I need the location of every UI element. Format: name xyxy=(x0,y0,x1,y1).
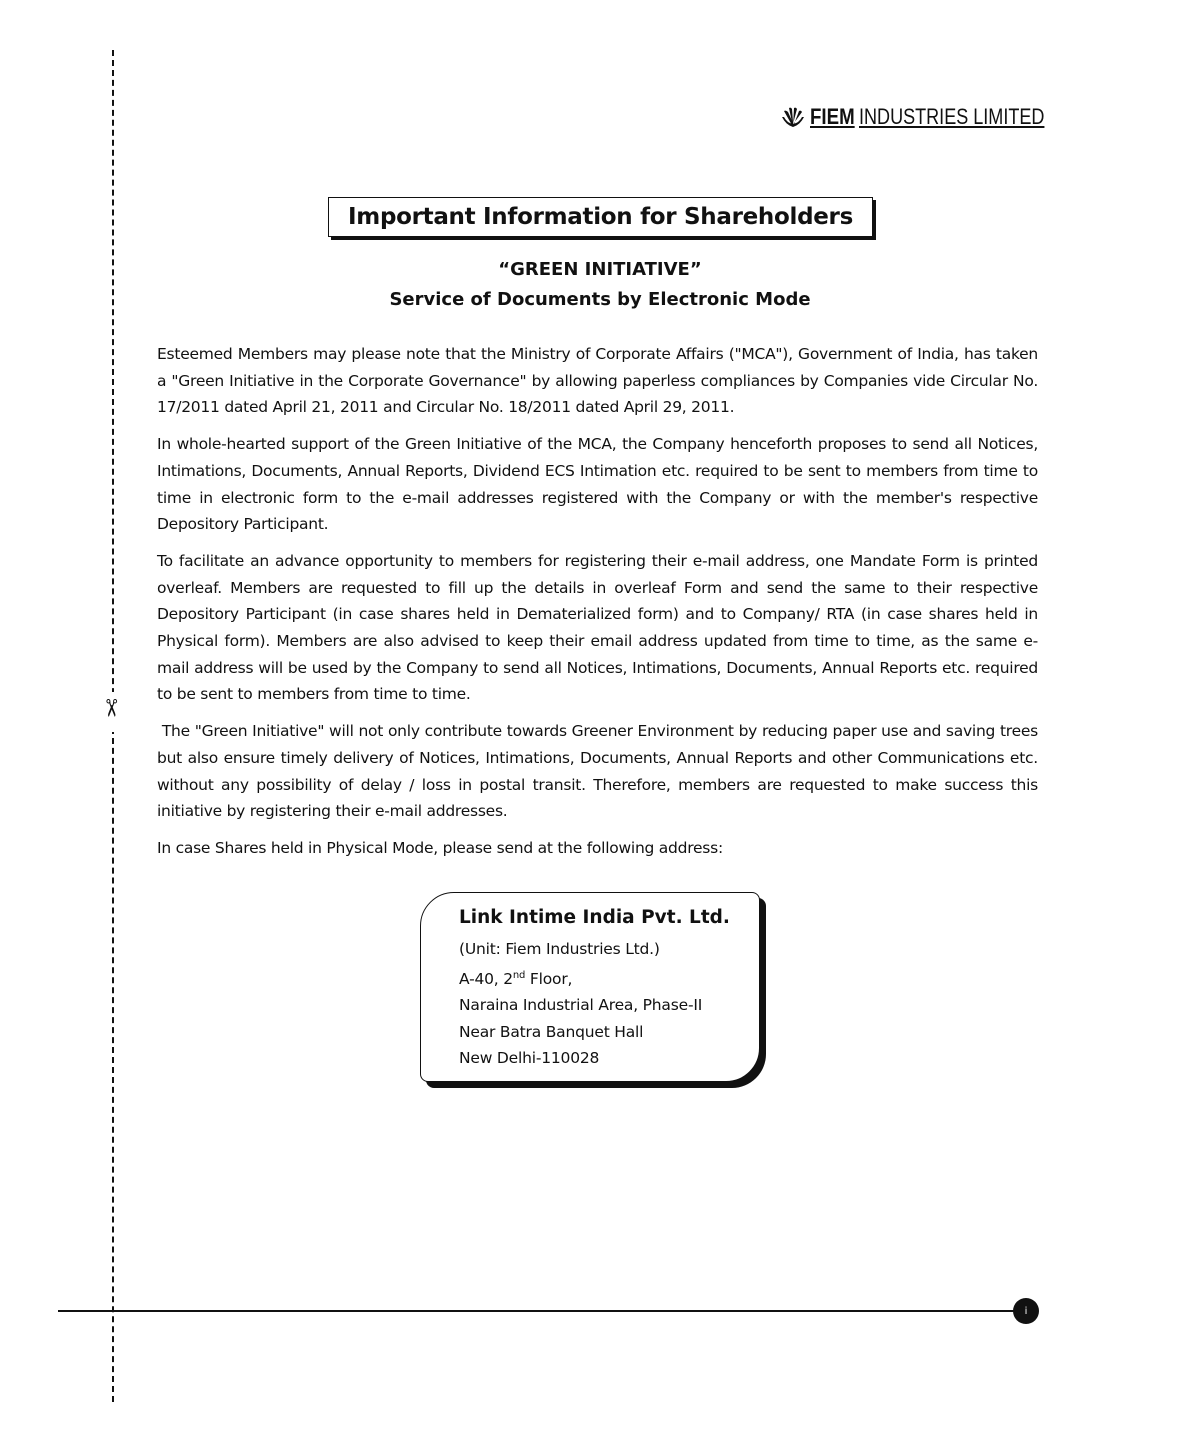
subtitle-service: Service of Documents by Electronic Mode xyxy=(389,289,811,310)
address-line-1 xyxy=(459,963,759,993)
address-box xyxy=(420,892,760,1082)
address-line-3: Near Batra Banquet Hall xyxy=(459,1022,644,1041)
paragraph: The "Green Initiative" will not only contribute towards Greener Environment by reducing paper use and saving trees but also ensure timely delivery of Notices, Intimations, Documents, Annual Reports and other Communications etc. without any possibility of delay / loss in postal transit. Therefore, members are requested to make success this initiative by registering their e-mail addresses. xyxy=(157,722,1043,821)
address-line-4: New Delhi-110028 xyxy=(459,1049,600,1068)
fiem-logo-icon xyxy=(780,105,806,129)
address-line-1-suffix: Floor, xyxy=(525,969,573,988)
body-text xyxy=(157,341,1043,872)
page-title: Important Information for Shareholders xyxy=(348,204,853,230)
brand-header xyxy=(780,103,1085,131)
address-org: Link Intime India Pvt. Ltd. xyxy=(459,907,730,928)
address-line-1-prefix: A-40, 2 xyxy=(459,969,513,988)
address-line-2: Naraina Industrial Area, Phase-II xyxy=(459,996,703,1015)
title-box xyxy=(328,197,873,237)
scissors-icon: ✂ xyxy=(97,697,126,719)
footer-rule xyxy=(58,1310,1016,1312)
paragraph: In whole-hearted support of the Green Initiative of the MCA, the Company henceforth proposes to send all Notices, Intimations, Documents, Annual Reports, Dividend ECS Intimation etc. required to be sent to members from time to time in electronic form to the e-mail addresses registered with the Company or with the member's respective Depository Participant. xyxy=(157,435,1038,534)
address-line-1-sup: nd xyxy=(512,969,526,981)
subtitle-green-initiative: “GREEN INITIATIVE” xyxy=(498,259,702,280)
page-number: i xyxy=(1013,1298,1039,1324)
paragraph: In case Shares held in Physical Mode, please send at the following address: xyxy=(157,838,723,857)
paragraph: To facilitate an advance opportunity to members for registering their e-mail address, one Mandate Form is printed overleaf. Members are requested to fill up the details in overleaf Form and send the same to their respective Depository Participant (in case shares held in Dematerialized form) and to Company/ RTA (in case shares held in Physical form). Members are also advised to keep their email address updated from time to time, as the same e-mail address will be used by the Company to send all Notices, Intimations, Documents, Annual Reports etc. required to be sent to members from time to time. xyxy=(157,551,1038,704)
brand-name: FIEM xyxy=(810,104,855,129)
paragraph: Esteemed Members may please note that the Ministry of Corporate Affairs ("MCA"), Government of India, has taken a "Green Initiative in the Corporate Governance" by allowing paperless compliances by Companies vide Circular No. 17/2011 dated April 21, 2011 and Circular No. 18/2011 dated April 29, 2011. xyxy=(157,345,1038,417)
brand-tagline: INDUSTRIES LIMITED xyxy=(858,104,1044,129)
address-unit: (Unit: Fiem Industries Ltd.) xyxy=(459,940,660,958)
